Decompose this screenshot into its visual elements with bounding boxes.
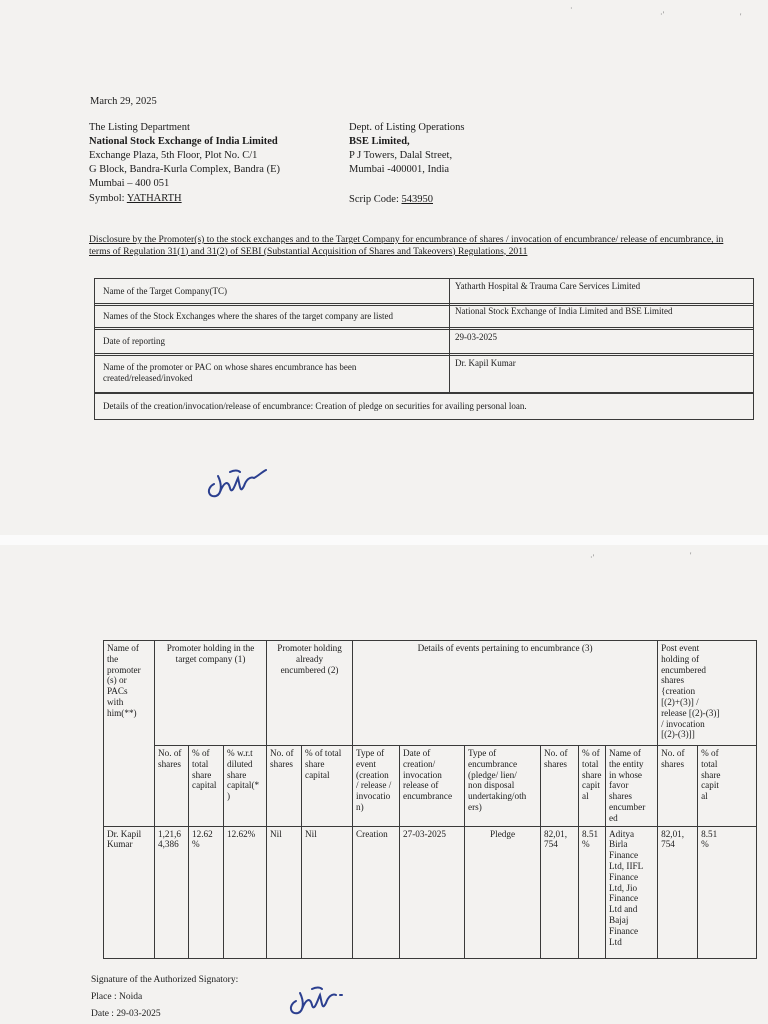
header-line: Name of <box>107 643 139 653</box>
bse-name: BSE Limited, <box>349 136 410 147</box>
info-row-details <box>94 393 754 420</box>
symbol-label: Symbol: <box>89 193 127 204</box>
cell-line: 1,21,6 <box>158 828 181 839</box>
sub-line: encumber <box>609 801 646 812</box>
info-label: Date of reporting <box>103 336 165 346</box>
bse-address-2: Mumbai -400001, India <box>349 164 450 175</box>
nse-address-3: Mumbai – 400 051 <box>89 178 170 189</box>
cell-line: % <box>582 839 590 850</box>
info-row-target-company <box>94 278 754 306</box>
header-line: (s) or <box>107 675 127 686</box>
header-line: [(2)+(3)] / <box>661 696 699 707</box>
sub-line: % of <box>701 748 719 758</box>
scrip-label: Scrip Code: <box>349 194 402 205</box>
signature-image <box>282 981 354 1021</box>
cell-shares <box>155 826 189 958</box>
header-line: target company (1) <box>175 653 246 664</box>
cell-event-type: Creation <box>353 826 400 958</box>
nse-name: National Stock Exchange of India Limited <box>89 136 278 147</box>
sub-line: encumbrance <box>468 758 518 769</box>
disclosure-line-2: terms of Regulation 31(1) and 31(2) of SEBI (Substantial Acquisition of Shares and Takeovers) Regulations, 2011 <box>89 245 528 257</box>
subheader-cell <box>658 746 698 827</box>
bse-address-1: P J Towers, Dalal Street, <box>349 150 453 161</box>
sub-line: % of <box>582 748 600 758</box>
sub-line: the entity <box>609 758 644 769</box>
sub-line: event <box>356 758 376 769</box>
cell-line: Ltd and <box>609 904 638 915</box>
sub-line: (pledge/ lien/ <box>468 769 517 780</box>
cell-line: Finance <box>609 871 639 882</box>
header-line: release [(2)-(3)] <box>661 707 720 718</box>
sub-line: favor <box>609 780 629 791</box>
sub-line: No. of <box>661 748 685 758</box>
cell-line: 82,01, <box>544 828 568 839</box>
sub-line: share <box>582 769 602 780</box>
nse-address-1: Exchange Plaza, 5th Floor, Plot No. C/1 <box>89 150 258 161</box>
scan-speck: ·' <box>590 553 595 562</box>
header-line: [(2)-(3)]] <box>661 729 695 740</box>
cell-line: 12.62 <box>192 828 213 839</box>
info-value: Yatharth Hospital & Trauma Care Services Limited <box>449 279 640 305</box>
scan-speck: · <box>570 4 573 13</box>
header-line: {creation <box>661 686 696 697</box>
cell-encumbrance-type: Pledge <box>465 826 541 958</box>
scrip-value: 543950 <box>401 194 433 205</box>
cell-entity <box>606 826 658 958</box>
disclosure-heading <box>89 234 768 257</box>
subheader-cell <box>698 746 757 827</box>
sub-line: creation/ <box>403 758 436 769</box>
sub-line: shares <box>661 758 685 769</box>
sub-line: shares <box>270 758 293 769</box>
cell-event-shares <box>541 826 579 958</box>
sub-line: % of total <box>305 748 342 758</box>
cell-line: 754 <box>661 839 675 850</box>
info-row-date <box>94 327 754 356</box>
cell-line: Finance <box>609 893 639 904</box>
sub-line: Type of <box>356 748 385 758</box>
subheader-cell <box>465 746 541 827</box>
scan-speck: ' <box>740 12 742 21</box>
header-holding-encumbered <box>267 641 353 746</box>
cell-line: Finance <box>609 925 639 936</box>
sub-line: capital(* <box>227 780 260 791</box>
sub-line: release of <box>403 780 439 791</box>
cell-pct-diluted: 12.62% <box>224 826 267 958</box>
cell-line: Ltd, IIFL <box>609 860 644 871</box>
info-label <box>103 362 356 384</box>
bse-scrip <box>349 193 433 206</box>
info-value: National Stock Exchange of India Limited and BSE Limited <box>449 304 672 329</box>
cell-event-date: 27-03-2025 <box>400 826 465 958</box>
cell-post-shares <box>658 826 698 958</box>
info-label: Name of the Target Company(TC) <box>103 286 228 296</box>
sub-line: ed <box>609 812 618 823</box>
sub-line: shares <box>544 758 568 769</box>
sub-line: Type of <box>468 748 497 758</box>
cell-line: Ltd, Jio <box>609 882 638 893</box>
sub-line: Date of <box>403 748 431 758</box>
sub-line: / release / <box>356 780 392 791</box>
sub-line: ers) <box>468 801 482 812</box>
sub-line: shares <box>158 758 181 769</box>
sub-line: in whose <box>609 769 642 780</box>
cell-line: Ltd <box>609 936 622 947</box>
cell-encumbered-shares: Nil <box>267 826 302 958</box>
sub-line: Name of <box>609 748 641 758</box>
cell-line: Bajaj <box>609 914 629 925</box>
sub-line: % of <box>192 748 210 758</box>
sub-line: al <box>701 791 708 802</box>
header-line: the <box>107 653 119 664</box>
cell-line: Kumar <box>107 839 133 850</box>
sub-line: diluted <box>227 758 253 769</box>
sub-line: No. of <box>158 748 182 758</box>
info-label: Names of the Stock Exchanges where the shares of the target company are listed <box>103 311 393 321</box>
header-holding-tc <box>155 641 267 746</box>
details-text: Details of the creation/invocation/release of encumbrance: Creation of pledge on securities for availing personal loan. <box>103 401 527 411</box>
letter-page-2 <box>0 545 768 1024</box>
sub-line: % w.r.t <box>227 748 253 758</box>
sub-line: No. of <box>544 748 568 758</box>
table-row <box>104 826 757 958</box>
info-label-line-1: Name of the promoter or PAC on whose shares encumbrance has been <box>103 362 357 372</box>
subheader-cell <box>302 746 353 827</box>
header-line: encumbered (2) <box>280 664 339 675</box>
nse-symbol <box>89 192 182 205</box>
subheader-cell <box>189 746 224 827</box>
header-line: / invocation <box>661 718 705 729</box>
sub-line: share <box>227 769 247 780</box>
cell-line: % <box>192 839 200 850</box>
signature-image <box>200 462 272 504</box>
cell-promoter-name <box>104 826 155 958</box>
header-event-details: Details of events pertaining to encumbrance (3) <box>353 641 658 746</box>
table-subheader-row <box>104 746 757 827</box>
info-row-exchanges <box>94 303 754 330</box>
signatory-label: Signature of the Authorized Signatory: <box>91 975 239 985</box>
cell-line: Finance <box>609 850 639 861</box>
header-line: already <box>296 653 324 664</box>
header-line: shares <box>661 675 685 686</box>
sub-line: capit <box>582 780 600 791</box>
cell-event-pct <box>579 826 606 958</box>
header-line: encumbered <box>661 664 706 675</box>
info-label-line-2: created/released/invoked <box>103 373 193 383</box>
sub-line: capital <box>192 780 217 791</box>
sub-line: shares <box>609 791 633 802</box>
subheader-cell <box>353 746 400 827</box>
bse-dept: Dept. of Listing Operations <box>349 122 465 133</box>
sub-line: total <box>582 758 599 769</box>
sub-line: total <box>701 758 718 769</box>
sub-line: ) <box>227 791 231 802</box>
subheader-cell <box>400 746 465 827</box>
header-line: Post event <box>661 643 700 653</box>
header-promoter-name <box>104 641 155 827</box>
page-separator <box>0 535 768 545</box>
table-header-row <box>104 641 757 746</box>
subheader-cell <box>267 746 302 827</box>
sub-line: share <box>305 758 325 769</box>
sub-line: share <box>192 769 212 780</box>
header-line: PACs <box>107 686 128 697</box>
sub-line: capital <box>305 769 330 780</box>
nse-address-2: G Block, Bandra-Kurla Complex, Bandra (E) <box>89 164 280 175</box>
sub-line: al <box>582 791 589 802</box>
sub-line: n) <box>356 801 364 812</box>
cell-post-pct <box>698 826 757 958</box>
subheader-cell <box>541 746 579 827</box>
cell-pct-total <box>189 826 224 958</box>
header-post-event <box>658 641 757 746</box>
cell-line: Aditya <box>609 828 635 839</box>
place: Place : Noida <box>91 992 143 1002</box>
subheader-cell <box>224 746 267 827</box>
info-value: 29-03-2025 <box>449 328 497 355</box>
sub-line: undertaking/oth <box>468 791 527 802</box>
nse-dept: The Listing Department <box>89 122 190 133</box>
scan-speck: ·' <box>660 10 665 19</box>
cell-line: 8.51 <box>701 828 718 839</box>
subheader-cell <box>155 746 189 827</box>
sub-line: total <box>192 758 209 769</box>
encumbrance-table <box>103 640 757 959</box>
sub-line: share <box>701 769 721 780</box>
header-line: Promoter holding <box>277 643 342 653</box>
subheader-cell <box>606 746 658 827</box>
sub-line: invocatio <box>356 791 391 802</box>
cell-line: 8.51 <box>582 828 599 839</box>
cell-line: 4,386 <box>158 839 179 850</box>
header-line: with <box>107 696 124 707</box>
letter-date: March 29, 2025 <box>90 96 157 107</box>
symbol-value: YATHARTH <box>126 193 182 204</box>
cell-line: 82,01, <box>661 828 685 839</box>
disclosure-line-1: Disclosure by the Promoter(s) to the stock exchanges and to the Target Company for encumbrance of shares / invocation of encumbrance/ release of encumbrance, in <box>89 234 724 245</box>
sub-line: capit <box>701 780 719 791</box>
header-line: Promoter holding in the <box>166 643 255 653</box>
sub-line: invocation <box>403 769 442 780</box>
report-date: Date : 29-03-2025 <box>91 1009 161 1019</box>
sub-line: (creation <box>356 769 389 780</box>
sub-line: non disposal <box>468 780 515 791</box>
subheader-cell <box>579 746 606 827</box>
cell-encumbered-pct: Nil <box>302 826 353 958</box>
cell-line: % <box>701 839 709 850</box>
header-line: promoter <box>107 664 141 675</box>
cell-line: Birla <box>609 839 628 850</box>
scan-speck: ' <box>690 551 692 560</box>
header-line: him(**) <box>107 707 137 718</box>
header-line: holding of <box>661 653 700 664</box>
info-value: Dr. Kapil Kumar <box>449 354 516 392</box>
cell-line: 754 <box>544 839 558 850</box>
sub-line: No. of <box>270 748 294 758</box>
sub-line: encumbrance <box>403 791 453 802</box>
info-row-promoter <box>94 353 754 393</box>
cell-line: Dr. Kapil <box>107 828 142 839</box>
